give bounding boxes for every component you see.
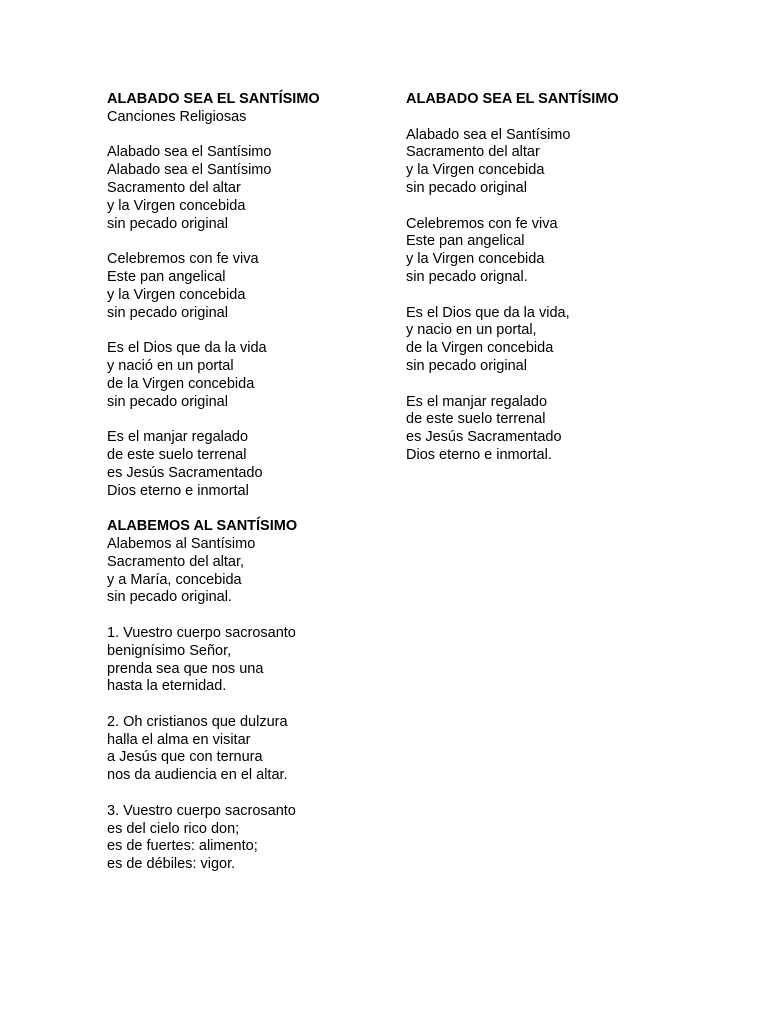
lyric-line: es de débiles: vigor. — [107, 856, 236, 873]
lyric-line: de este suelo terrenal — [406, 411, 546, 428]
lyric-line: sin pecado original — [107, 393, 228, 410]
song-alabado-left — [107, 91, 407, 500]
lyric-line: y la Virgen concebida — [107, 286, 246, 303]
lyric-line: de este suelo terrenal — [107, 446, 247, 463]
lyric-line: Alabado sea el Santísimo — [406, 126, 571, 143]
lyric-line: Celebremos con fe viva — [406, 215, 558, 232]
lyric-line: es del cielo rico don; — [107, 820, 240, 837]
lyric-line: Alabado sea el Santísimo — [107, 144, 272, 161]
lyric-line: 2. Oh cristianos que dulzura — [107, 713, 288, 730]
stanza — [406, 127, 706, 198]
lyric-line: benignísimo Señor, — [107, 642, 232, 659]
lyric-line: y a María, concebida — [107, 571, 242, 588]
lyric-line: sin pecado original — [406, 357, 527, 374]
lyric-line: prenda sea que nos una — [107, 660, 264, 677]
lyric-line: 1. Vuestro cuerpo sacrosanto — [107, 624, 296, 641]
stanza — [406, 394, 706, 465]
song-subtitle: Canciones Religiosas — [107, 108, 247, 125]
lyric-line: Es el manjar regalado — [107, 429, 249, 446]
lyric-line: Sacramento del altar, — [107, 553, 245, 570]
stanza — [107, 714, 407, 785]
lyric-line: nos da audiencia en el altar. — [107, 767, 288, 784]
stanza — [406, 305, 706, 376]
stanza — [107, 536, 407, 607]
lyric-line: sin pecado original — [406, 179, 527, 196]
lyric-line: sin pecado original — [107, 304, 228, 321]
lyric-line: hasta la eternidad. — [107, 678, 227, 695]
lyric-line: y nació en un portal — [107, 357, 234, 374]
lyric-line: Alabado sea el Santísimo — [107, 162, 272, 179]
lyric-line: Es el Dios que da la vida, — [406, 304, 570, 321]
lyric-line: y la Virgen concebida — [406, 162, 545, 179]
lyric-line: Celebremos con fe viva — [107, 251, 259, 268]
lyric-line: Sacramento del altar — [406, 144, 540, 161]
lyric-line: de la Virgen concebida — [107, 375, 255, 392]
lyric-line: a Jesús que con ternura — [107, 749, 263, 766]
lyric-line: es Jesús Sacramentado — [406, 429, 562, 446]
lyric-line: Es el Dios que da la vida — [107, 340, 267, 357]
lyric-line: Dios eterno e inmortal. — [406, 446, 552, 463]
song-alabemos — [107, 518, 407, 874]
lyric-line: 3. Vuestro cuerpo sacrosanto — [107, 802, 296, 819]
song-title: ALABADO SEA EL SANTÍSIMO — [107, 91, 320, 107]
left-column — [107, 91, 407, 874]
lyric-line: es de fuertes: alimento; — [107, 838, 258, 855]
stanza — [107, 144, 407, 233]
lyric-line: Es el manjar regalado — [406, 393, 548, 410]
stanza — [107, 625, 407, 696]
lyric-line: sin pecado original — [107, 215, 228, 232]
lyric-line: y nacio en un portal, — [406, 322, 537, 339]
lyric-line: halla el alma en visitar — [107, 731, 251, 748]
stanza — [107, 340, 407, 411]
lyric-line: y la Virgen concebida — [406, 251, 545, 268]
song-title: ALABEMOS AL SANTÍSIMO — [107, 518, 298, 535]
right-column — [406, 91, 706, 465]
lyric-line: Sacramento del altar — [107, 179, 241, 196]
lyric-line: Este pan angelical — [107, 268, 226, 285]
stanza — [406, 216, 706, 287]
lyric-line: Alabemos al Santísimo — [107, 535, 256, 552]
lyric-line: Este pan angelical — [406, 233, 525, 250]
song-alabado-right — [406, 91, 706, 465]
lyric-line: sin pecado original. — [107, 589, 232, 606]
stanza — [107, 429, 407, 500]
lyric-line: sin pecado orignal. — [406, 268, 528, 285]
stanza — [107, 251, 407, 322]
song-title: ALABADO SEA EL SANTÍSIMO — [406, 91, 619, 107]
stanza — [107, 803, 407, 874]
lyric-line: de la Virgen concebida — [406, 340, 554, 357]
lyric-line: es Jesús Sacramentado — [107, 464, 263, 481]
lyric-line: Dios eterno e inmortal — [107, 482, 249, 499]
lyric-line: y la Virgen concebida — [107, 197, 246, 214]
